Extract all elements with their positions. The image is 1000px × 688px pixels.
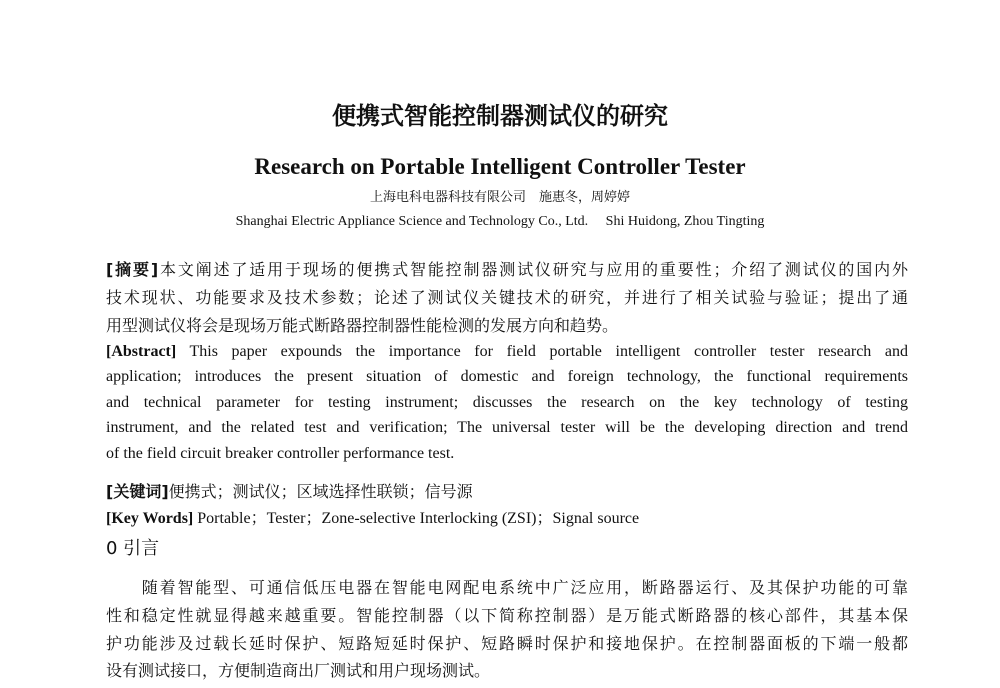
- title-cn: 便携式智能控制器测试仪的研究: [332, 102, 668, 130]
- abstract-cn-text: 本文阐述了适用于现场的便携式智能控制器测试仪研究与应用的重要性；介绍了测试仪的国内外: [158, 260, 908, 279]
- affiliation-cn: 上海电科电器科技有限公司 施惠冬，周婷婷: [369, 190, 630, 205]
- keywords-en-label: [Key Words]: [106, 510, 194, 527]
- abstract-cn-line: 用型测试仪将会是现场万能式断路器控制器性能检测的发展方向和趋势。: [106, 316, 619, 335]
- abstract-cn-line: 技术现状、功能要求及技术参数；论述了测试仪关键技术的研究，并进行了相关试验与验证；提出了通: [106, 288, 908, 307]
- abstract-en-label: [Abstract]: [106, 343, 177, 360]
- affiliation-en: Shanghai Electric Appliance Science and Technology Co., Ltd. Shi Huidong, Zhou Tingting: [235, 214, 765, 229]
- keywords-cn-text: 便携式；测试仪；区域选择性联锁；信号源: [168, 482, 473, 501]
- keywords-en-text: Portable；Tester；Zone-selective Interlocking (ZSI)；Signal source: [193, 510, 640, 527]
- title-en: Research on Portable Intelligent Controller Tester: [254, 154, 746, 179]
- abstract-en-line: application; introduces the present situation of domestic and foreign technology, the functional requirements: [106, 368, 908, 385]
- keywords-cn: [106, 484, 473, 500]
- abstract-en-text: This paper expounds the importance for field portable intelligent controller tester research and: [176, 343, 908, 360]
- abstract-cn-line: [106, 262, 908, 278]
- body-line: 性和稳定性就显得越来越重要。智能控制器（以下简称控制器）是万能式断路器的核心部件，其基本保: [106, 606, 908, 625]
- abstract-en-line: [106, 344, 908, 360]
- abstract-cn-label: [摘要]: [106, 260, 159, 279]
- keywords-cn-label: [关键词]: [106, 482, 169, 501]
- abstract-en-line: and technical parameter for testing instrument; discusses the research on the key technology of testing: [106, 394, 908, 411]
- body-line: 随着智能型、可通信低压电器在智能电网配电系统中广泛应用，断路器运行、及其保护功能的可靠: [106, 578, 908, 597]
- body-line: 护功能涉及过载长延时保护、短路短延时保护、短路瞬时保护和接地保护。在控制器面板的下端一般都: [106, 634, 908, 653]
- body-line: 设有测试接口，方便制造商出厂测试和用户现场测试。: [106, 661, 491, 680]
- abstract-en-line: instrument, and the related test and verification; The universal tester will be the developing direction and trend: [106, 419, 908, 436]
- section-heading: 0 引言: [106, 538, 160, 559]
- abstract-en-line: of the field circuit breaker controller performance test.: [106, 445, 455, 462]
- keywords-en: [106, 511, 639, 527]
